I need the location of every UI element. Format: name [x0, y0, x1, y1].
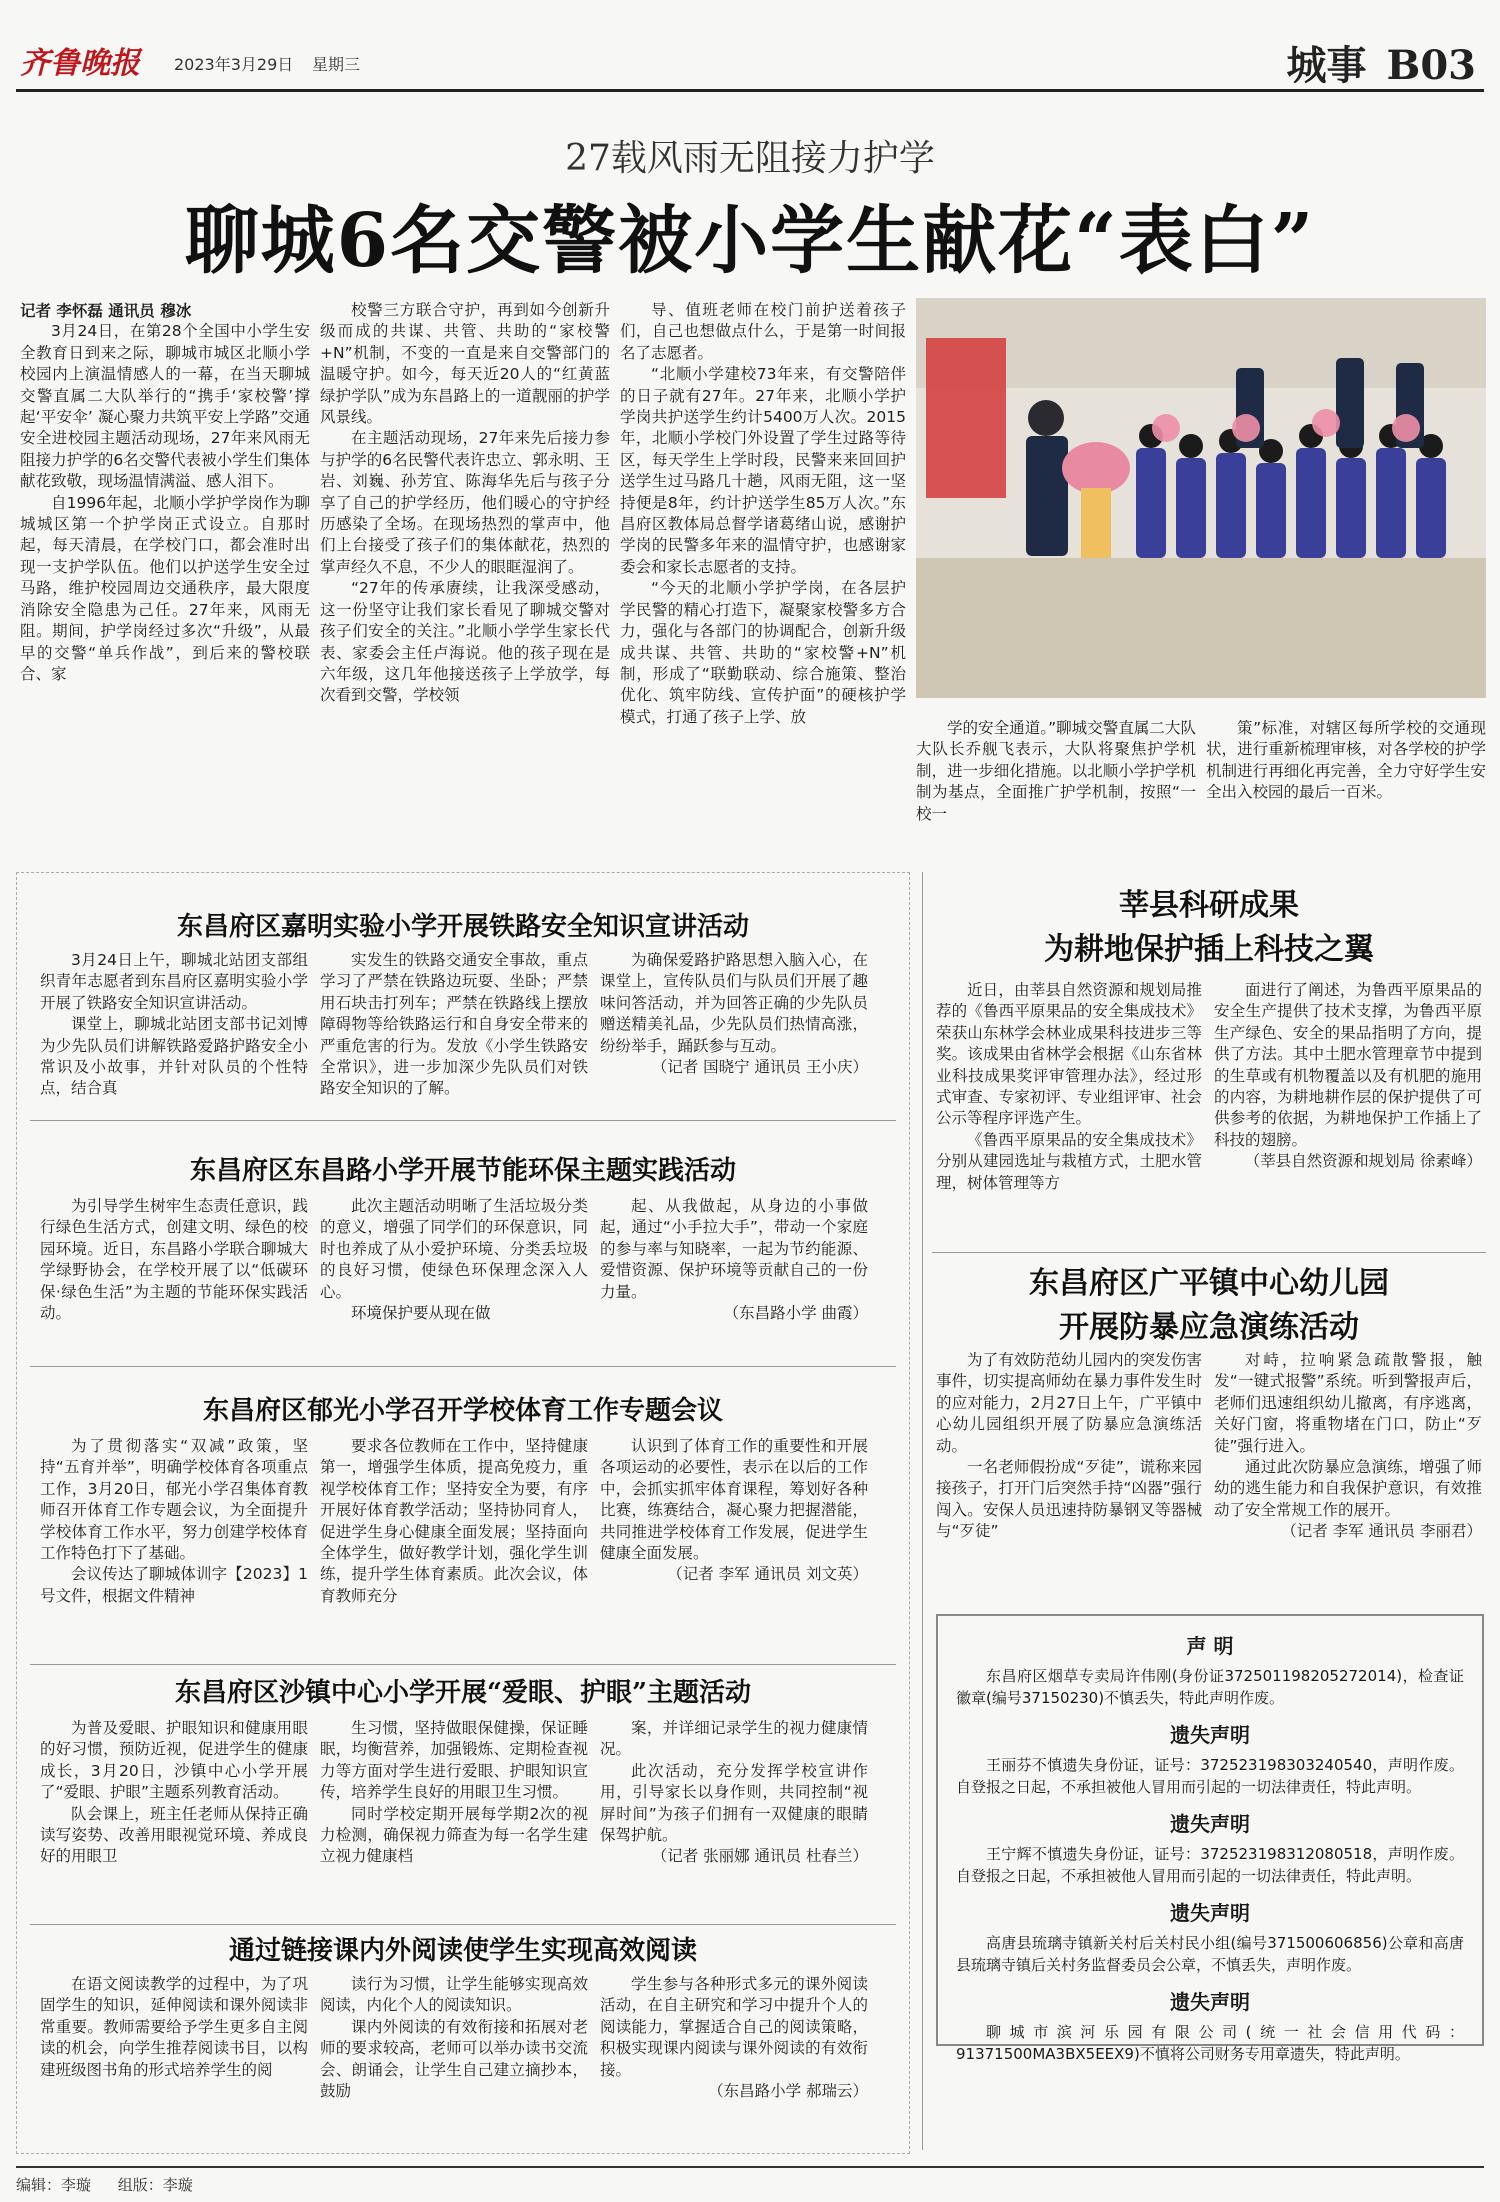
right-article-1-signature: （莘县自然资源和规划局 徐素峰） [1244, 1152, 1482, 1171]
lead-kicker: 27载风雨无阻接力护学 [565, 138, 935, 179]
right-article-1-col-2 [1214, 980, 1482, 1250]
paragraph: 3月24日，在第28个全国中小学生安全教育日到来之际，聊城市城区北顺小学校园内上演温情感人的一幕，在当天聊城交警直属二大队举行的“携手‘家校警’撑起‘平安伞’ 凝心聚力共筑平安上学路”交通安全进校园主题活动现场，27年来风雨无阻接力护学的6名交警代表被小学生们集体献花致敬，现场温情满溢、感人泪下。 [20, 322, 310, 491]
paragraph: 起、从我做起，从身边的小事做起，通过“小手拉大手”，带动一个家庭的参与率与知晓率，一起为节约能源、爱惜资源、保护环境等贡献自己的一份力量。 [600, 1197, 868, 1301]
paragraph: 为确保爱路护路思想入脑入心，在课堂上，宣传队员们与队员们开展了趣味问答活动，并为回答正确的少先队员赠送精美礼品，少先队员们热情高涨，纷纷举手，踊跃参与互动。 [600, 951, 868, 1055]
paragraph: 对峙，拉响紧急疏散警报，触发“一键式报警”系统。听到警报声后，老师们迅速组织幼儿撤离，有序逃离，关好门窗，将重物堵在门口，防止“歹徒”强行进入。 [1214, 1351, 1482, 1455]
paragraph: 读行为习惯，让学生能够实现高效阅读，内化个人的阅读知识。 [320, 1975, 588, 2015]
notice-title: 遗失声明 [1170, 1812, 1250, 1836]
notice-title: 声 明 [1186, 1634, 1234, 1658]
right-article-1-title [932, 884, 1486, 972]
article-5-col-2 [320, 1974, 588, 2150]
article-4-col-1-text [40, 1718, 308, 1868]
right-article-2-title-line-2: 开展防暴应急演练活动 [1059, 1310, 1359, 1345]
paragraph: 案，并详细记录学生的视力健康情况。 [600, 1719, 868, 1759]
article-3-col-2 [320, 1436, 588, 1654]
lead-column-1 [20, 300, 310, 845]
notice-title: 遗失声明 [1170, 1723, 1250, 1747]
paragraph: 在主题活动现场，27年来先后接力参与护学的6名民警代表许忠立、郭永明、王岩、刘巍、孙芳宜、陈海华先后与孩子分享了自己的护学经历，他们暖心的守护经历感染了全场。在现场热烈的掌声中，他们上台接受了孩子们的集体献花，热烈的掌声经久不息，不少人的眼眶湿润了。 [320, 429, 610, 576]
photo-illustration [916, 298, 1486, 698]
page-footer [16, 2166, 1484, 2195]
article-4-col-2-text [320, 1718, 588, 1868]
paragraph: 要求各位教师在工作中，坚持健康第一，增强学生体质，提高免疫力，重视学校体育工作；坚持安全为要，有序开展好体育教学活动；坚持协同育人，促进学生身心健康全面发展；坚持面向全体学生，做好教学计划，强化学生训练，提升学生体育素质。此次会议，体育教师充分 [320, 1437, 588, 1605]
paragraph: 环境保护要从现在做 [351, 1304, 491, 1323]
right-article-2-title [932, 1262, 1486, 1350]
article-1-signature: （记者 国晓宁 通讯员 王小庆） [651, 1058, 868, 1077]
right-article-2-signature: （记者 李军 通讯员 李丽君） [1281, 1522, 1482, 1541]
article-1-col-2 [320, 950, 588, 1100]
right-article-1-col-1 [936, 980, 1202, 1250]
lead-col1-text [20, 321, 310, 685]
footer-layout: 组版：李璇 [117, 2176, 193, 2194]
article-5-col-1 [40, 1974, 308, 2150]
divider [30, 1366, 896, 1367]
paragraph: 通过此次防暴应急演练，增强了师幼的逃生能力和自我保护意识，有效推动了安全常规工作的展开。 [1214, 1458, 1482, 1519]
article-5-title: 通过链接课内外阅读使学生实现高效阅读 [228, 1936, 697, 1966]
paragraph: 策”标准，对辖区每所学校的交通现状，进行重新梳理审核，对各学校的护学机制进行再细化再完善，全力守好学生安全出入校园的最后一百米。 [1206, 719, 1486, 802]
paragraph: 近日，由莘县自然资源和规划局推荐的《鲁西平原果品的安全集成技术》荣获山东林学会林业成果科技进步三等奖。该成果由省林学会根据《山东省林业科技成果奖评审管理办法》，经过形式审查、专家初评、专业组评审、社会公示等程序评选产生。 [936, 981, 1202, 1128]
article-2-col-2 [320, 1196, 588, 1346]
article-1-col-1-text [40, 950, 308, 1100]
article-5-signature: （东昌路小学 郝瑞云） [708, 2082, 868, 2101]
newspaper-logo: 齐鲁晚报 [20, 46, 140, 81]
paragraph: 生习惯，坚持做眼保健操，保证睡眠，均衡营养，加强锻炼、定期检查视力等方面对学生进行爱眼、护眼知识宣传，培养学生良好的用眼卫生习惯。 [320, 1719, 588, 1802]
paragraph: 在语文阅读教学的过程中，为了巩固学生的知识，延伸阅读和课外阅读非常重要。教师需要给予学生更多自主阅读的机会，向学生推荐阅读书目，以构建班级图书角的形式培养学生的阅 [40, 1975, 308, 2079]
divider [30, 1120, 896, 1121]
divider [30, 1664, 896, 1665]
article-4-title: 东昌府区沙镇中心小学开展“爱眼、护眼”主题活动 [175, 1678, 751, 1708]
lead-column-3 [620, 300, 906, 845]
right-article-2-col-1 [936, 1350, 1202, 1610]
right-article-2-title-line-1: 东昌府区广平镇中心幼儿园 [1029, 1266, 1389, 1301]
article-4-col-2 [320, 1718, 588, 1932]
lead-column-5 [1206, 718, 1486, 848]
paragraph: 自1996年起，北顺小学护学岗作为聊城城区第一个护学岗正式设立。自那时起，每天清晨，在学校门口，都会准时出现一支护学队伍。他们以护送学生安全过马路，维护校园周边交通秩序，最大限度消除安全隐患为己任。27年来，风雨无阻。期间，护学岗经过多次“升级”，从最早的交警“单兵作战”，到后来的警校联合、家 [20, 493, 310, 683]
paragraph: 为了有效防范幼儿园内的突发伤害事件，切实提高师幼在暴力事件发生时的应对能力，2月27日上午，广平镇中心幼儿园组织开展了防暴应急演练活动。 [936, 1351, 1202, 1455]
lead-col3-text [620, 300, 906, 728]
lead-col5-text [1206, 718, 1486, 804]
right-article-2-col-1-text [936, 1350, 1202, 1543]
right-article-1-title-line-1: 莘县科研成果 [1119, 888, 1299, 923]
article-1-col-3 [600, 950, 868, 1100]
paragraph: 会议传达了聊城体训字【2023】1号文件，根据文件精神 [40, 1565, 308, 1605]
lead-headline: 聊城6名交警被小学生献花“表白” [184, 198, 1316, 284]
article-2-col-3 [600, 1196, 868, 1346]
paragraph: 为了贯彻落实“双减”政策，坚持“五育并举”，明确学校体育各项重点工作，3月20日，郁光小学召集体育教师召开体育工作专题会议，为全面提升学校体育工作水平，努力创建学校体育工作特色打下了基础。 [40, 1437, 308, 1563]
paragraph: 此次主题活动明晰了生活垃圾分类的意义，增强了同学们的环保意识，同时也养成了从小爱护环境、分类丢垃圾的良好习惯，使绿色环保理念深入人心。 [320, 1197, 588, 1301]
article-3-signature: （记者 李军 通讯员 刘文英） [667, 1565, 868, 1584]
notice-body: 王丽芬不慎遗失身份证，证号：372523198303240540，声明作废。自登报之日起，不承担被他人冒用而引起的一切法律责任，特此声明。 [956, 1756, 1464, 1796]
lead-photo [916, 298, 1486, 698]
paragraph: 为引导学生树牢生态责任意识，践行绿色生活方式，创建文明、绿色的校园环境。近日，东昌路小学联合聊城大学绿野协会，在学校开展了以“低碳环保·绿色生活”为主题的节能环保实践活动。 [40, 1197, 308, 1323]
notice-body: 聊城市滨河乐园有限公司(统一社会信用代码：91371500MA3BX5EEX9)不慎将公司财务专用章遗失，特此声明。 [956, 2023, 1464, 2063]
notice-body: 王宁辉不慎遗失身份证，证号：372523198312080518，声明作废。自登报之日起，不承担被他人冒用而引起的一切法律责任，特此声明。 [956, 1845, 1464, 1885]
article-2-col-3-text [600, 1196, 868, 1303]
article-3-title: 东昌府区郁光小学召开学校体育工作专题会议 [202, 1396, 723, 1426]
paragraph: 此次活动，充分发挥学校宣讲作用，引导家长以身作则，共同控制“视屏时间”为孩子们拥有一双健康的眼睛保驾护航。 [600, 1761, 868, 1845]
lead-column-2 [320, 300, 610, 845]
article-3-col-3 [600, 1436, 868, 1654]
paragraph: 面进行了阐述，为鲁西平原果品的安全生产提供了技术支撑，为鲁西平原生产绿色、安全的果品指明了方向，提供了方法。其中土肥水管理章节中提到的生草或有机物覆盖以及有机肥的施用的内容，为耕地耕作层的保护提供了可供参考的依据，为耕地保护工作插上了科技的翅膀。 [1214, 981, 1482, 1149]
right-article-1-col-1-text [936, 980, 1202, 1194]
article-5-col-3-text [600, 1974, 868, 2081]
right-article-2-col-2-text [1214, 1350, 1482, 1521]
issue-date: 2023年3月29日 [174, 55, 294, 74]
masthead [16, 0, 1484, 92]
section-name: 城事 [1286, 42, 1367, 89]
right-article-1-title-line-2: 为耕地保护插上科技之翼 [1044, 932, 1374, 967]
article-5-col-2-text [320, 1974, 588, 2102]
paragraph: 一名老师假扮成“歹徒”，谎称来园接孩子，打开门后突然手持“凶器”强行闯入。安保人员迅速持防暴钢叉等器械与“歹徒” [936, 1458, 1202, 1541]
article-4-signature: （记者 张丽娜 通讯员 杜春兰） [651, 1847, 868, 1866]
article-3-col-2-text [320, 1436, 588, 1607]
article-1-title: 东昌府区嘉明实验小学开展铁路安全知识宣讲活动 [176, 912, 749, 942]
page-number: B03 [1386, 42, 1476, 89]
paragraph: 队会课上，班主任老师从保持正确读写姿势、改善用眼视觉环境、养成良好的用眼卫 [40, 1804, 308, 1866]
article-5-col-3 [600, 1974, 868, 2150]
article-4-col-1 [40, 1718, 308, 1932]
lead-column-4 [916, 718, 1196, 848]
paragraph: 认识到了体育工作的重要性和开展各项运动的必要性，表示在以后的工作中，会抓实抓牢体育课程，筹划好各种比赛，练赛结合，凝心聚力把握潜能，共同推进学校体育工作发展，促进学生健康全面发展。 [600, 1437, 868, 1563]
notices-list [956, 1630, 1464, 2065]
divider [932, 1252, 1486, 1253]
paragraph: 课内外阅读的有效衔接和拓展对老师的要求较高，老师可以举办读书交流会、朗诵会，让学生自己建立摘抄本，鼓励 [320, 2017, 588, 2101]
right-article-2-col-2 [1214, 1350, 1482, 1610]
lead-byline: 记者 李怀磊 通讯员 穆冰 [20, 301, 192, 320]
article-5-col-1-text [40, 1974, 308, 2081]
paragraph: 《鲁西平原果品的安全集成技术》分别从建园选址与栽植方式，土肥水管理，树体管理等方 [936, 1130, 1202, 1192]
article-1-col-1 [40, 950, 308, 1100]
article-3-col-1 [40, 1436, 308, 1654]
issue-weekday: 星期三 [312, 55, 361, 74]
paragraph: 导、值班老师在校门前护送着孩子们，自己也想做点什么，于是第一时间报名了志愿者。 [620, 301, 906, 362]
article-2-col-2-text [320, 1196, 588, 1324]
article-1-col-2-text [320, 950, 588, 1100]
notices-box [936, 1614, 1484, 2063]
column-divider [922, 872, 923, 2150]
paragraph: 学的安全通道。”聊城交警直属二大队大队长乔舰飞表示，大队将聚焦护学机制，进一步细化措施。以北顺小学护学机制为基点，全面推广护学机制，按照“一校一 [916, 719, 1196, 823]
paragraph: “北顺小学建校73年来，有交警陪伴的日子就有27年。27年来，北顺小学护学岗共护送学生约计5400万人次。2015年，北顺小学校门外设置了学生过路等待区，每天学生上学时段，民警来来回回护送学生过马路几十趟，风雨无阻，这一坚持便是8年，约计护送学生85万人次。”东昌府区教体局总督学诸葛绪山说，感谢护学岗的民警多年来的温情守护，也感谢家委会和家长志愿者的支持。 [620, 365, 906, 576]
notice-title: 遗失声明 [1170, 1901, 1250, 1925]
notice-title: 遗失声明 [1170, 1990, 1250, 2014]
notice-body: 东昌府区烟草专卖局许伟刚(身份证372501198205272014)，检查证徽章(编号37150230)不慎丢失，特此声明作废。 [956, 1667, 1464, 1707]
article-4-col-3-text [600, 1718, 868, 1846]
notice-body: 高唐县琉璃寺镇新关村后关村民小组(编号371500606856)公章和高唐县琉璃寺镇后关村务监督委员会公章，不慎丢失，声明作废。 [956, 1934, 1464, 1974]
article-4-col-3 [600, 1718, 868, 1932]
article-3-col-3-text [600, 1436, 868, 1564]
divider [30, 1924, 896, 1925]
paragraph: 学生参与各种形式多元的课外阅读活动，在自主研究和学习中提升个人的阅读能力，掌握适合自己的阅读策略，积极实现课内阅读与课外阅读的有效衔接。 [600, 1975, 868, 2079]
paragraph: “27年的传承赓续，让我深受感动，这一份坚守让我们家长看见了聊城交警对孩子们安全的关注。”北顺小学学生家长代表、家委会主任卢海说。他的孩子现在是六年级，这几年他接送孩子上学放学，每次看到交警，学校领 [320, 579, 610, 705]
article-2-col-1 [40, 1196, 308, 1346]
section-label [1287, 34, 1476, 91]
paragraph: 3月24日上午，聊城北站团支部组织青年志愿者到东昌府区嘉明实验小学开展了铁路安全知识宣讲活动。 [40, 951, 308, 1012]
paragraph: 课堂上，聊城北站团支部书记刘博为少先队员们讲解铁路爱路护路安全小常识及小故事，并针对队员的个性特点，结合真 [40, 1015, 308, 1098]
lead-col2-text [320, 300, 610, 707]
paragraph: 实发生的铁路交通安全事故，重点学习了严禁在铁路边玩耍、坐卧；严禁用石块击打列车；严禁在铁路线上摆放障碍物等给铁路运行和自身安全带来的严重危害的行为。发放《小学生铁路安全常识》，进一步加深少先队员们对铁路安全知识的了解。 [320, 951, 588, 1098]
article-3-col-1-text [40, 1436, 308, 1607]
article-2-col-1-text [40, 1196, 308, 1324]
paragraph: 为普及爱眼、护眼知识和健康用眼的好习惯，预防近视，促进学生的健康成长，3月20日，沙镇中心小学开展了“爱眼、护眼”主题系列教育活动。 [40, 1719, 308, 1802]
article-2-signature: （东昌路小学 曲霞） [723, 1304, 868, 1323]
article-2-title: 东昌府区东昌路小学开展节能环保主题实践活动 [189, 1156, 736, 1186]
right-article-1-col-2-text [1214, 980, 1482, 1151]
paragraph: “今天的北顺小学护学岗，在各层护学民警的精心打造下，凝聚家校警多方合力，强化与各部门的协调配合，创新升级成共谋、共管、共助的“家校警+N”机制，形成了“联勤联动、综合施策、整治优化、筑牢防线、宣传护面”的硬核护学模式，打通了孩子上学、放 [620, 579, 906, 726]
paragraph: 校警三方联合守护，再到如今创新升级而成的共谋、共管、共助的“家校警+N”机制，不变的一直是来自交警部门的温暖守护。如今，每天近20人的“红黄蓝绿护学队”成为东昌路上的一道靓丽的护学风景线。 [320, 301, 610, 427]
paragraph: 同时学校定期开展每学期2次的视力检测，确保视力筛查为每一名学生建立视力健康档 [320, 1804, 588, 1866]
lead-col4-text [916, 718, 1196, 825]
footer-editor: 编辑：李璇 [16, 2176, 92, 2194]
article-1-col-3-text [600, 950, 868, 1057]
